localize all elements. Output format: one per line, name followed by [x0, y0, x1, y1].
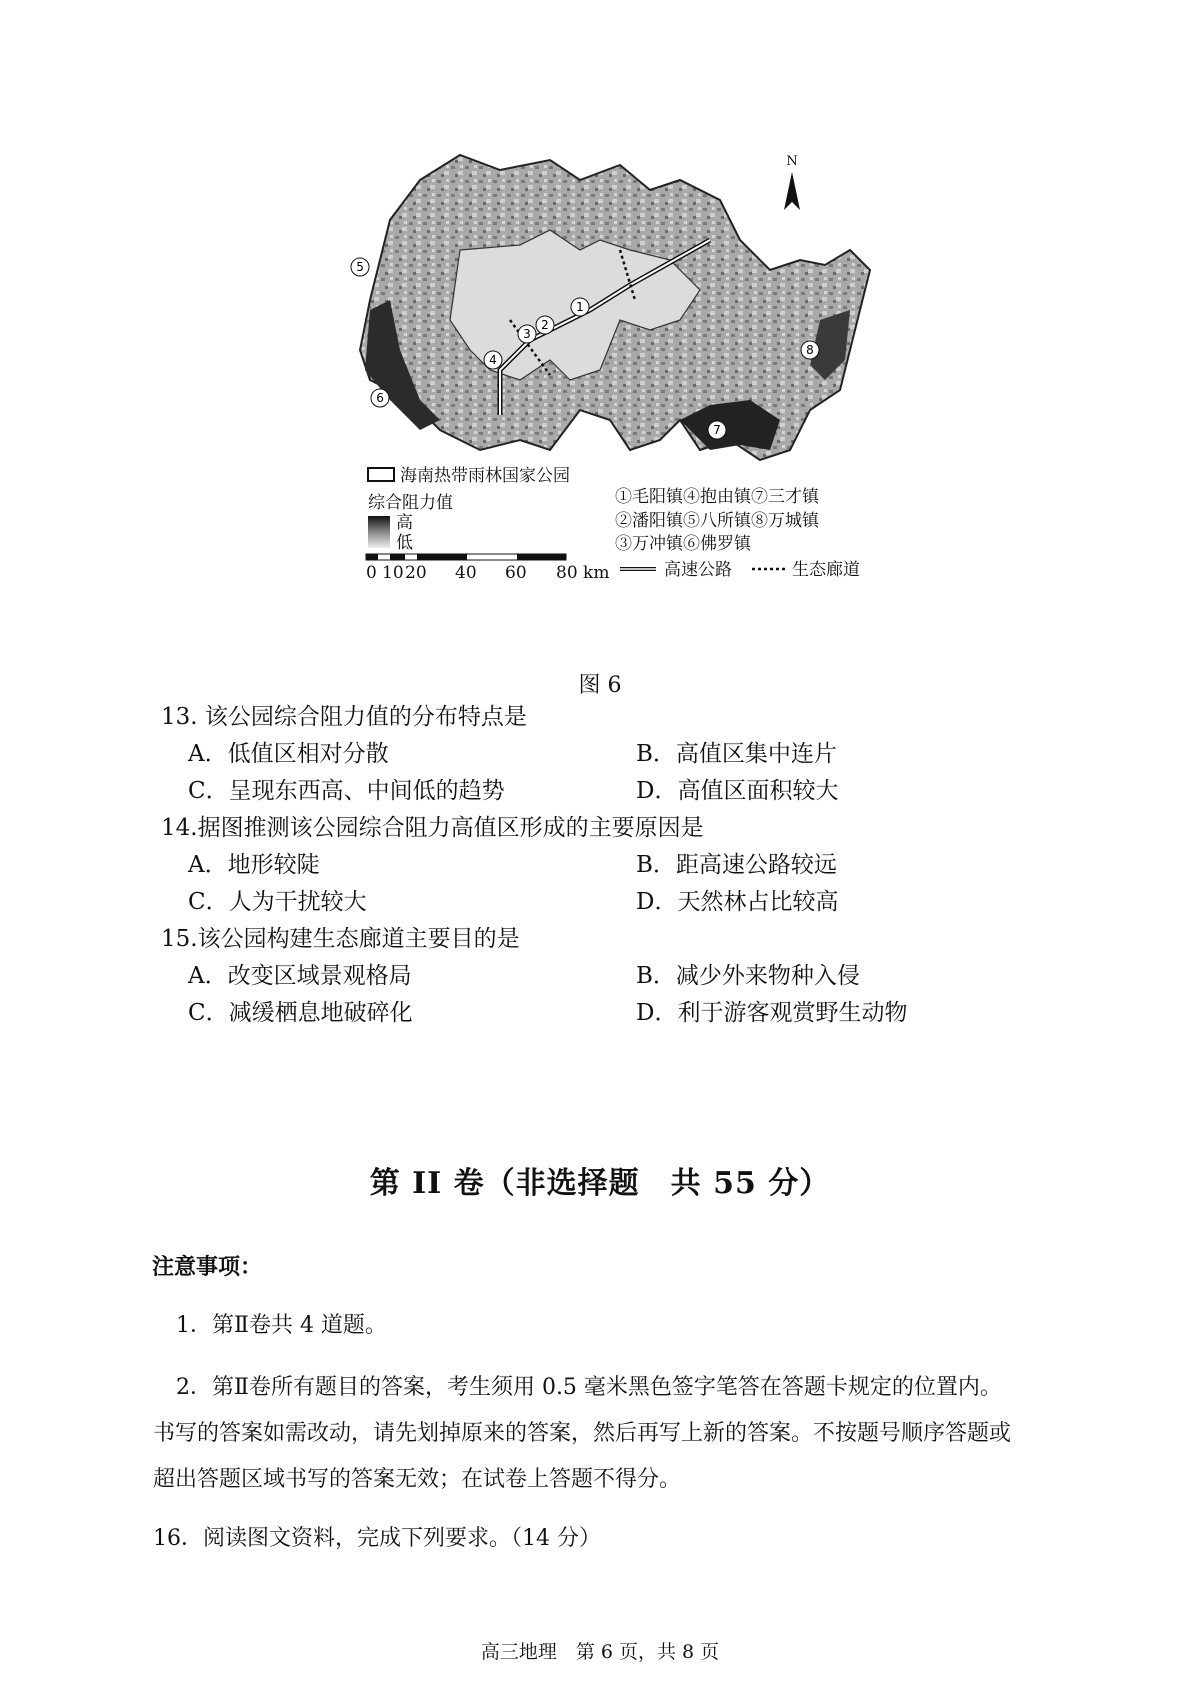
- svg-text:2: 2: [541, 318, 549, 332]
- town-marker-1: [571, 298, 589, 316]
- question-13-stem: 13. 该公园综合阻力值的分布特点是: [161, 704, 527, 730]
- legend-high-label: 高: [396, 513, 413, 533]
- town-marker-4: [484, 351, 502, 369]
- resistance-map-figure: [356, 150, 940, 650]
- page-footer: 高三地理 第 6 页，共 8 页: [480, 1641, 720, 1663]
- town-marker-8: [801, 341, 819, 359]
- town-marker-3: [518, 325, 536, 343]
- svg-text:高速公路: 高速公路: [664, 560, 732, 580]
- town-marker-7: [708, 421, 726, 439]
- svg-text:80 km: 80 km: [556, 563, 610, 583]
- svg-text:5: 5: [356, 260, 364, 274]
- legend-low-label: 低: [396, 533, 413, 553]
- svg-text:20: 20: [405, 563, 427, 583]
- town-marker-5: [351, 258, 369, 276]
- town-legend-line-3: ③万冲镇⑥佛罗镇: [615, 534, 751, 554]
- question-15-option-d: D．利于游客观赏野生动物: [636, 1000, 908, 1026]
- svg-text:生态廊道: 生态廊道: [792, 560, 860, 580]
- question-13-option-b: B．高值区集中连片: [636, 741, 837, 767]
- scale-bar: [366, 554, 609, 583]
- notes-heading: 注意事项：: [152, 1254, 263, 1280]
- town-legend-line-1: ①毛阳镇④抱由镇⑦三才镇: [615, 487, 819, 507]
- svg-text:60: 60: [505, 563, 527, 583]
- note-2-line-2: 书写的答案如需改动，请先划掉原来的答案，然后再写上新的答案。不按题号顺序答题或: [153, 1421, 1012, 1446]
- question-16-stem: 16．阅读图文资料，完成下列要求。（14 分）: [153, 1526, 601, 1551]
- svg-text:3: 3: [523, 327, 531, 341]
- note-2-line-3: 超出答题区域书写的答案无效；在试卷上答题不得分。: [153, 1467, 682, 1492]
- svg-text:8: 8: [806, 343, 814, 357]
- town-marker-6: [371, 389, 389, 407]
- question-14-option-b: B．距高速公路较远: [636, 852, 837, 878]
- figure-caption: 图 6: [578, 673, 622, 698]
- question-15-stem: 15.该公园构建生态廊道主要目的是: [161, 926, 520, 952]
- resistance-map: [356, 150, 940, 650]
- legend-resistance-title: 综合阻力值: [368, 493, 453, 513]
- north-arrow-icon: [784, 154, 800, 210]
- corridor-legend: [752, 560, 860, 580]
- park-boundary-swatch: [368, 468, 394, 481]
- svg-text:N: N: [786, 154, 798, 169]
- town-marker-2: [536, 316, 554, 334]
- legend-park-label: 海南热带雨林国家公园: [400, 466, 570, 486]
- question-14-option-c: C．人为干扰较大: [188, 889, 367, 915]
- svg-text:6: 6: [376, 391, 384, 405]
- section-title: 第 II 卷（非选择题 共 55 分）: [369, 1166, 831, 1201]
- question-14-option-d: D．天然林占比较高: [636, 889, 839, 915]
- question-14-stem: 14.据图推测该公园综合阻力高值区形成的主要原因是: [161, 815, 704, 841]
- question-15-option-c: C．减缓栖息地破碎化: [188, 1000, 413, 1026]
- map-legend: [366, 466, 860, 583]
- svg-text:0: 0: [366, 563, 377, 583]
- resistance-gradient-swatch: [368, 516, 390, 548]
- note-2-line-1: 2．第Ⅱ卷所有题目的答案，考生须用 0.5 毫米黑色签字笔答在答题卡规定的位置内。: [176, 1375, 1002, 1400]
- svg-text:10: 10: [382, 563, 404, 583]
- question-13-option-d: D．高值区面积较大: [636, 778, 839, 804]
- svg-text:7: 7: [713, 423, 721, 437]
- svg-text:40: 40: [455, 563, 477, 583]
- question-14-option-a: A．地形较陡: [188, 852, 320, 878]
- question-15-option-a: A．改变区域景观格局: [188, 963, 412, 989]
- question-13-option-a: A．低值区相对分散: [188, 741, 389, 767]
- note-1: 1．第Ⅱ卷共 4 道题。: [176, 1313, 387, 1338]
- town-legend-line-2: ②潘阳镇⑤八所镇⑧万城镇: [615, 511, 819, 531]
- question-15-option-b: B．减少外来物种入侵: [636, 963, 860, 989]
- highway-legend: [620, 560, 732, 580]
- question-13-option-c: C．呈现东西高、中间低的趋势: [188, 778, 505, 804]
- svg-text:4: 4: [489, 353, 497, 367]
- svg-text:1: 1: [576, 300, 584, 314]
